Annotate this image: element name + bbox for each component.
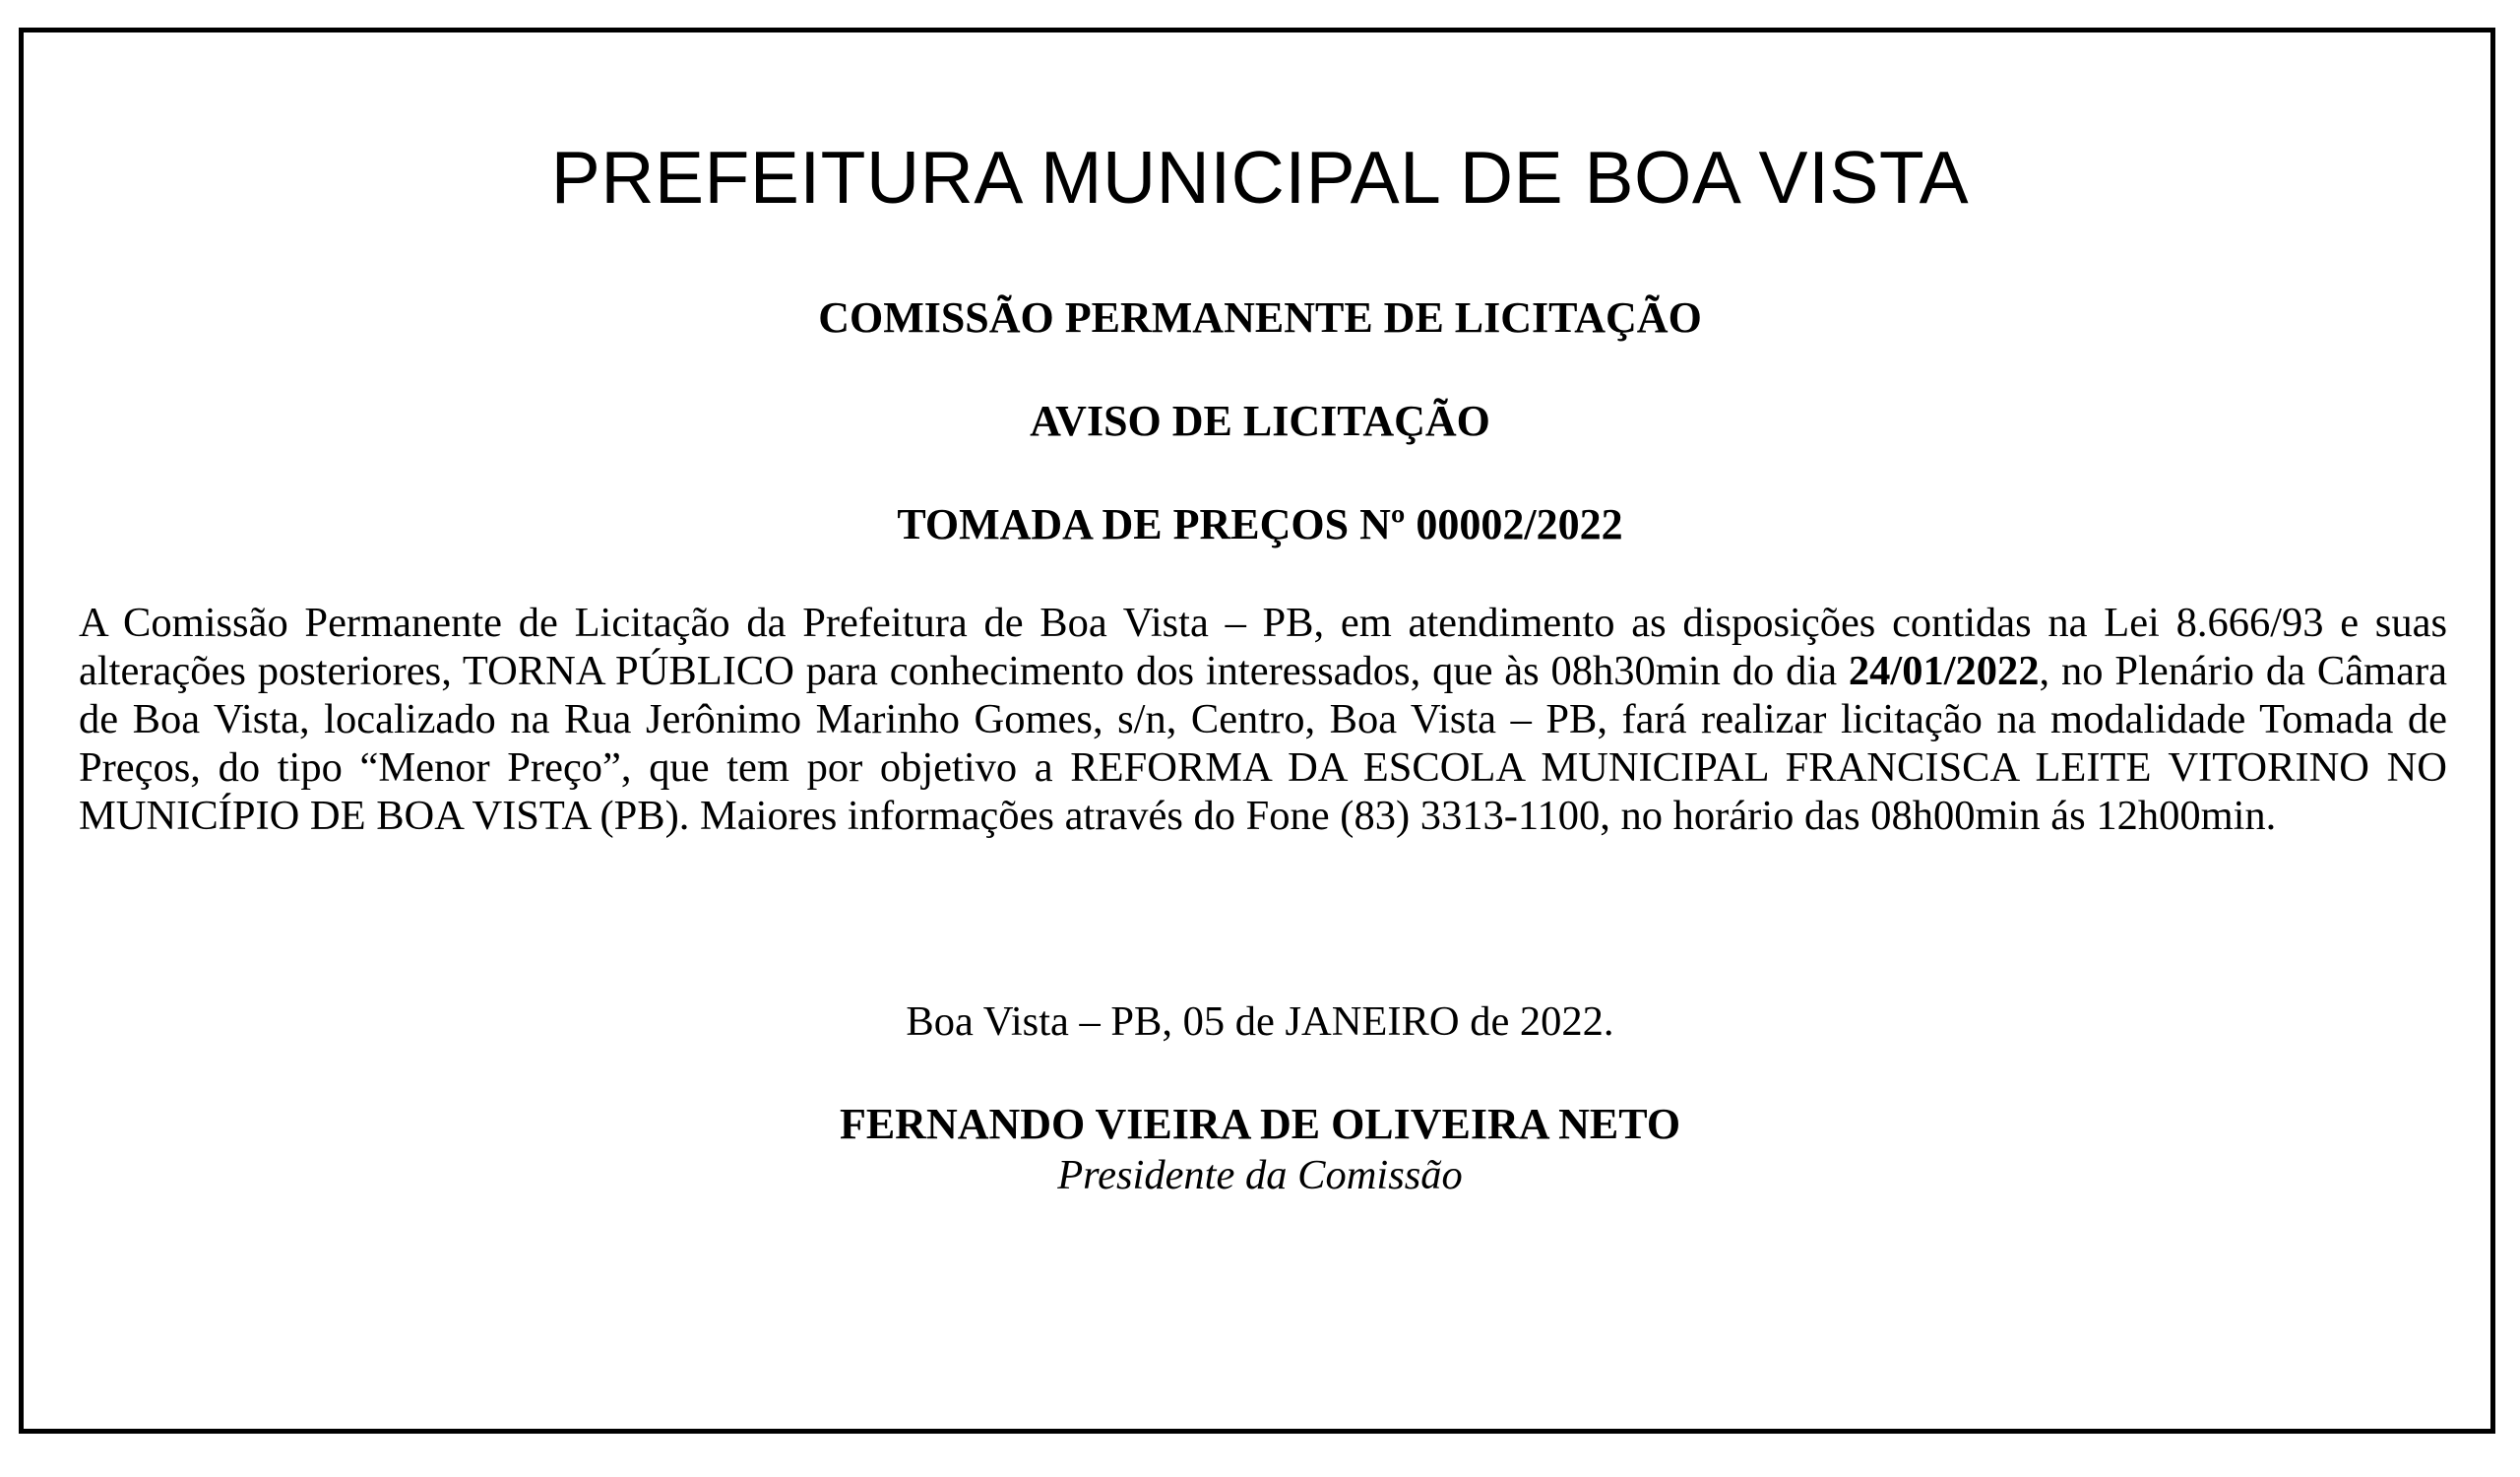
signer-role: Presidente da Comissão <box>1057 1152 1463 1198</box>
notice-body-part1: A Comissão Permanente de Licitação da Prefeitura de Boa Vista – PB, em atendimento as disposições contidas na Lei 8.666/93 e suas alterações posteriores, TORNA PÚBLICO para conhecimento dos interessados, que às 08h30min do dia <box>79 600 2447 694</box>
notice-body-part2: , no Plenário da Câmara de Boa Vista, localizado na Rua Jerônimo Marinho Gomes, s/n, Centro, Boa Vista – PB, fará realizar licitação na modalidade Tomada de Preços, do tipo “Menor Preço”, que tem por objetivo a REFORMA DA ESCOLA MUNICIPAL FRANCISCA LEITE VITORINO NO MUNICÍPIO DE BOA VISTA (PB). Maiores informações através do Fone (83) 3313-1100, no horário das 08h00min ás 12h00min. <box>79 648 2447 839</box>
notice-type-heading: AVISO DE LICITAÇÃO <box>1030 397 1490 445</box>
notice-body <box>79 599 2447 840</box>
place-date: Boa Vista – PB, 05 de JANEIRO de 2022. <box>906 998 1614 1045</box>
committee-heading: COMISSÃO PERMANENTE DE LICITAÇÃO <box>818 293 1702 342</box>
tender-number-heading: TOMADA DE PREÇOS Nº 00002/2022 <box>897 500 1623 548</box>
signer-name: FERNANDO VIEIRA DE OLIVEIRA NETO <box>839 1100 1681 1148</box>
municipality-title: PREFEITURA MUNICIPAL DE BOA VISTA <box>550 136 1970 219</box>
session-date: 24/01/2022 <box>1848 648 2040 694</box>
